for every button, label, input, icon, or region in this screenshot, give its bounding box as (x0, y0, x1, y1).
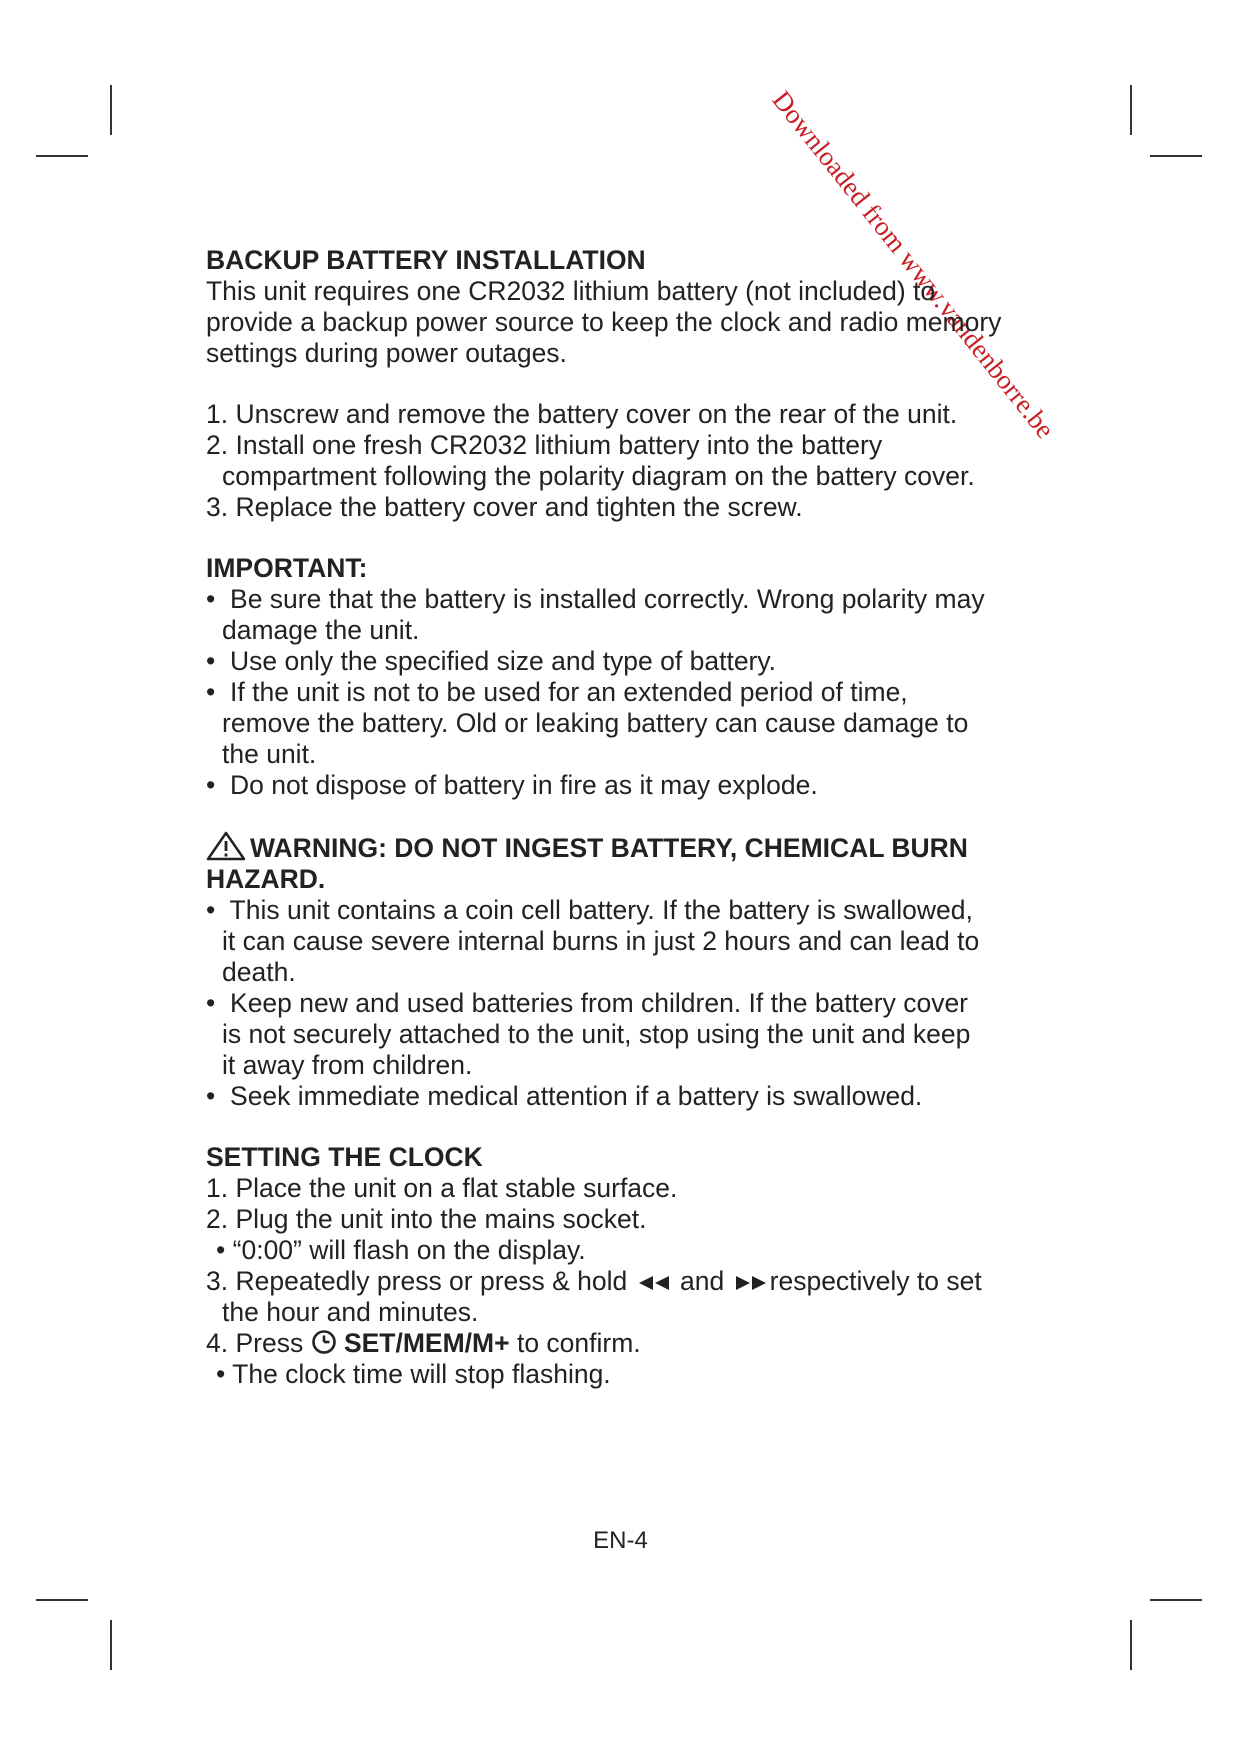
crop-mark (36, 155, 88, 157)
section-title-backup: BACKUP BATTERY INSTALLATION (206, 245, 646, 275)
bullet-item: • If the unit is not to be used for an extended period of time, (206, 677, 908, 707)
bullet-item: • Keep new and used batteries from children. If the battery cover (206, 988, 969, 1018)
sub-bullet: • “0:00” will flash on the display. (216, 1235, 586, 1265)
fast-forward-icon (732, 1273, 770, 1293)
crop-mark (1130, 85, 1132, 135)
section-title-clock: SETTING THE CLOCK (206, 1142, 483, 1172)
bullet-item: • Use only the specified size and type of battery. (206, 646, 777, 676)
step-line: 3. Replace the battery cover and tighten the screw. (206, 492, 803, 522)
crop-mark (110, 1620, 112, 1670)
section-title-warning-cont: HAZARD. (206, 864, 326, 894)
crop-mark (110, 85, 112, 135)
intro-line: settings during power outages. (206, 338, 567, 368)
crop-mark (1150, 155, 1202, 157)
bullet-item: • Do not dispose of battery in fire as it may explode. (206, 770, 818, 800)
bullet-continuation: is not securely attached to the unit, stop using the unit and keep (222, 1019, 971, 1049)
bullet-continuation: it can cause severe internal burns in just 2 hours and can lead to (222, 926, 980, 956)
bullet-continuation: death. (222, 957, 296, 987)
step-line: 1. Unscrew and remove the battery cover on the rear of the unit. (206, 399, 958, 429)
bullet-item: • Be sure that the battery is installed correctly. Wrong polarity may (206, 584, 985, 614)
bullet-item: • This unit contains a coin cell battery. If the battery is swallowed, (206, 895, 973, 925)
page-content (206, 245, 1036, 1390)
rewind-icon (635, 1273, 673, 1293)
sub-bullet: • The clock time will stop flashing. (216, 1359, 611, 1389)
page-number: EN-4 (593, 1527, 648, 1554)
bullet-continuation: it away from children. (222, 1050, 473, 1080)
step-line: 2. Plug the unit into the mains socket. (206, 1204, 647, 1234)
section-title-warning: WARNING: DO NOT INGEST BATTERY, CHEMICAL BURN (206, 831, 1036, 864)
bullet-continuation: damage the unit. (222, 615, 420, 645)
crop-mark (1130, 1620, 1132, 1670)
section-title-important: IMPORTANT: (206, 553, 368, 583)
bullet-continuation: remove the battery. Old or leaking battery can cause damage to (222, 708, 969, 738)
intro-line: provide a backup power source to keep the clock and radio memory (206, 307, 1002, 337)
step-line: 1. Place the unit on a flat stable surface. (206, 1173, 678, 1203)
step-line: 4. Press SET/MEM/M+ to confirm. (206, 1328, 641, 1358)
intro-line: This unit requires one CR2032 lithium battery (not included) to (206, 276, 936, 306)
watermark: Downloaded from www.vandenborre.be (766, 85, 1061, 444)
crop-mark (1150, 1599, 1202, 1601)
step-line: compartment following the polarity diagram on the battery cover. (222, 461, 975, 491)
crop-mark (36, 1599, 88, 1601)
clock-icon (311, 1329, 337, 1355)
step-line: 2. Install one fresh CR2032 lithium battery into the battery (206, 430, 883, 460)
bullet-item: • Seek immediate medical attention if a battery is swallowed. (206, 1081, 923, 1111)
bullet-continuation: the unit. (222, 739, 317, 769)
warning-triangle-icon (206, 831, 246, 861)
step-line: the hour and minutes. (222, 1297, 479, 1327)
step-line: 3. Repeatedly press or press & hold and respectively to set (206, 1266, 982, 1296)
